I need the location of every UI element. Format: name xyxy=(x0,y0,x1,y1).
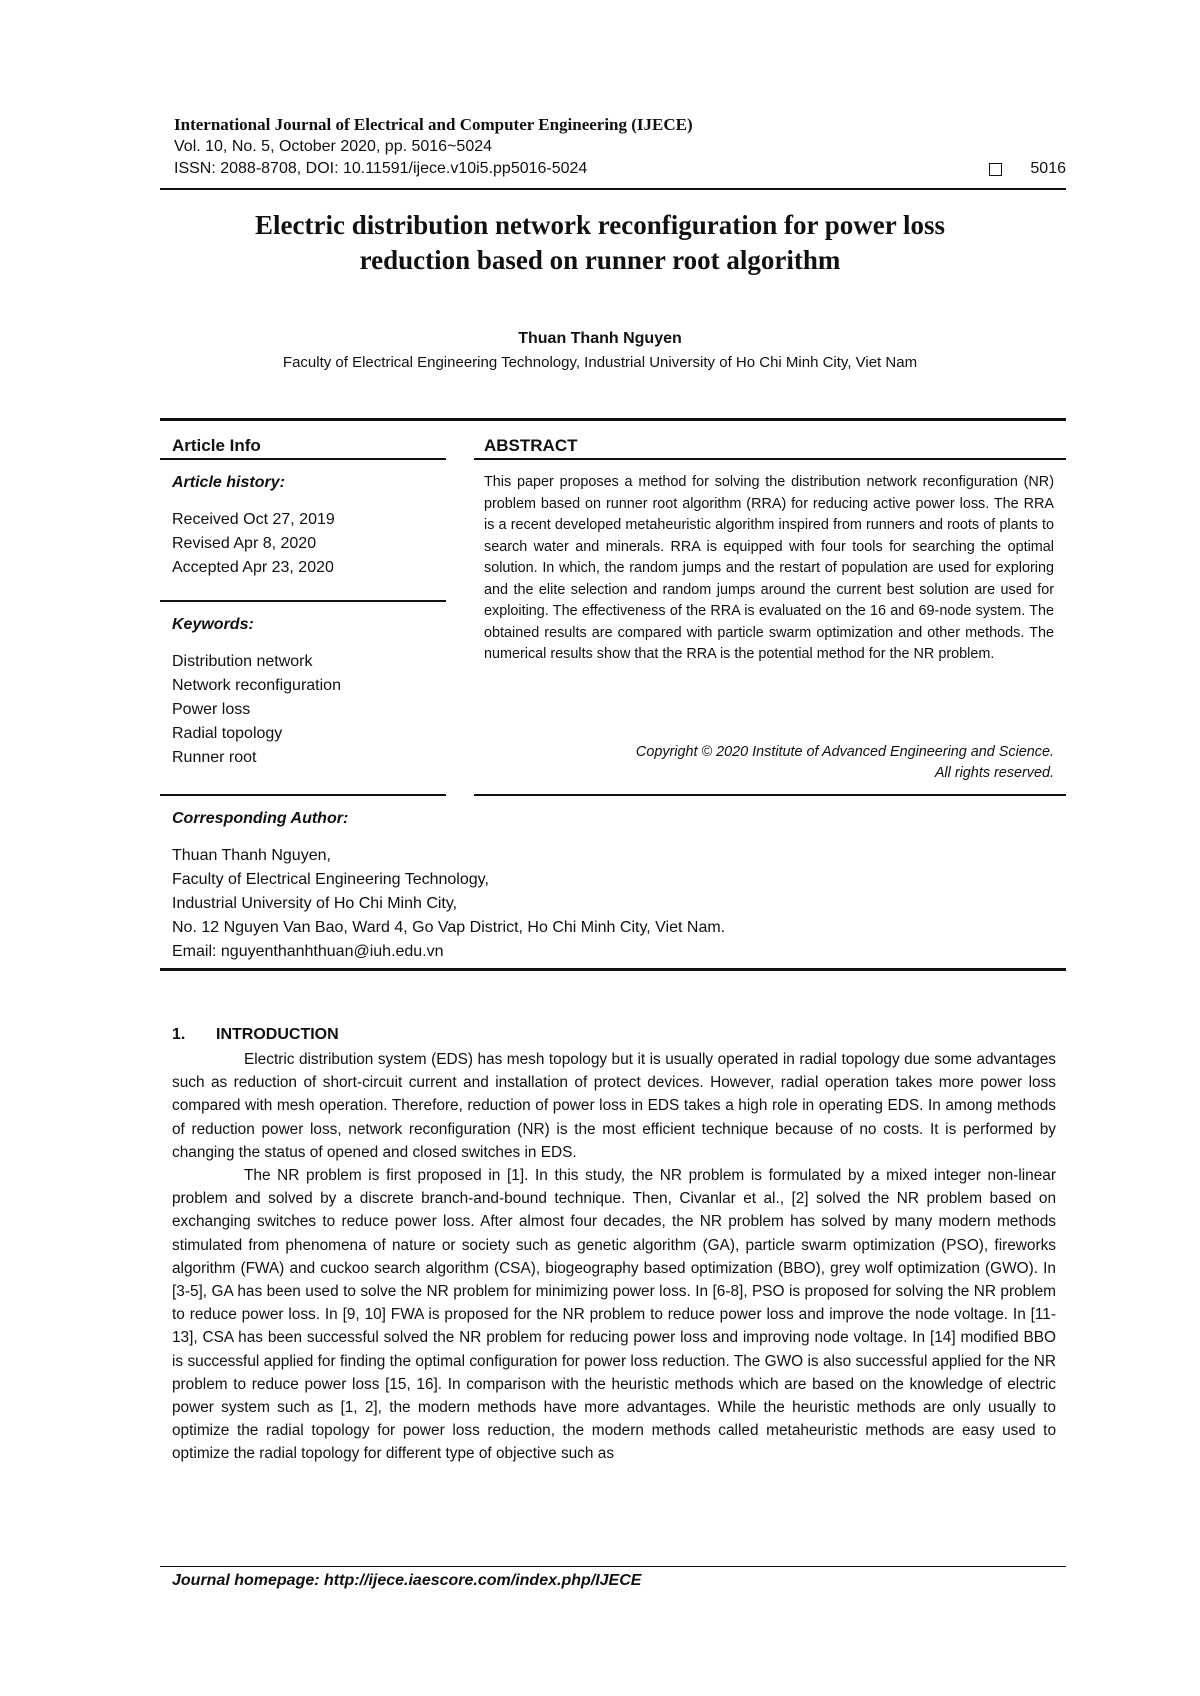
author-name: Thuan Thanh Nguyen xyxy=(518,330,682,347)
page-number-box xyxy=(989,160,1066,178)
title-line-2: reduction based on runner root algorithm xyxy=(359,245,841,275)
corresponding-rule xyxy=(160,968,1066,971)
corresponding-line: Faculty of Electrical Engineering Technology, xyxy=(172,871,489,888)
journal-homepage: Journal homepage: http://ijece.iaescore.com/index.php/IJECE xyxy=(172,1572,642,1589)
info-top-rule xyxy=(160,418,1066,421)
revised-date: Revised Apr 8, 2020 xyxy=(172,535,317,552)
accepted-date: Accepted Apr 23, 2020 xyxy=(172,559,334,576)
keyword: Distribution network xyxy=(172,653,313,670)
footer-rule xyxy=(160,1566,1066,1567)
info-head-rule xyxy=(160,458,446,460)
history-rule xyxy=(160,600,446,602)
corresponding-line: Industrial University of Ho Chi Minh City, xyxy=(172,895,458,912)
introduction-body xyxy=(172,1048,1056,1466)
title-line-1: Electric distribution network reconfiguration for power loss xyxy=(255,210,945,240)
section-title: INTRODUCTION xyxy=(216,1026,339,1043)
abstract-head-rule xyxy=(474,458,1066,460)
copyright xyxy=(484,742,1054,784)
copyright-line-1: Copyright © 2020 Institute of Advanced Engineering and Science. xyxy=(635,744,1054,760)
info-bottom-rule xyxy=(160,794,446,796)
paragraph: Electric distribution system (EDS) has mesh topology but it is usually operated in radial topology due some advantages such as reduction of short-circuit current and installation of protect devices. However, radial operation takes more power loss compared with mesh operation. Therefore, reduction of power loss in EDS takes a high role in operating EDS. In among methods of reduction power loss, network reconfiguration (NR) is the most efficient technique because of no costs. It is performed by changing the status of opened and closed switches in EDS. xyxy=(172,1051,1056,1161)
paragraph: The NR problem is first proposed in [1]. In this study, the NR problem is formulated by a mixed integer non-linear problem and solved by a discrete branch-and-bound technique. Then, Civanlar et al., [2] solved the NR problem based on exchanging switches to reduce power loss. After almost four decades, the NR problem has solved by many modern methods stimulated from phenomena of nature or society such as genetic algorithm (GA), particle swarm optimization (PSO), fireworks algorithm (FWA) and cuckoo search algorithm (CSA), biogeography based optimization (BBO), grey wolf optimization (GWO). In [3-5], GA has been used to solve the NR problem for minimizing power loss. In [6-8], PSO is proposed for solving the NR problem to reduce power loss. In [9, 10] FWA is proposed for the NR problem to reduce power loss and improve the node voltage. In [11-13], CSA has been successful solved the NR problem for reducing power loss and improving node voltage. In [14] modified BBO is successful applied for finding the optimal configuration for power loss reduction. The GWO is also successful applied for the NR problem to reduce power loss [15, 16]. In comparison with the heuristic methods which are based on the knowledge of electric power system such as [1, 2], the modern methods have more advantages. While the heuristic methods are only usually to optimize the radial topology for power loss reduction, the modern methods called metaheuristic methods are easy used to optimize the radial topology for different type of objective such as xyxy=(172,1167,1056,1463)
copyright-line-2: All rights reserved. xyxy=(934,765,1054,781)
author-affiliation: Faculty of Electrical Engineering Technology, Industrial University of Ho Chi Minh City, Viet Nam xyxy=(282,354,918,371)
keyword: Radial topology xyxy=(172,725,283,742)
history-label: Article history: xyxy=(172,474,285,491)
square-icon xyxy=(989,163,1002,176)
article-info-heading: Article Info xyxy=(172,436,261,455)
journal-name: International Journal of Electrical and Computer Engineering (IJECE) xyxy=(174,115,693,134)
header-rule xyxy=(160,188,1066,190)
corresponding-line: Thuan Thanh Nguyen, xyxy=(172,847,331,864)
journal-volume: Vol. 10, No. 5, October 2020, pp. 5016~5024 xyxy=(174,138,493,155)
keyword: Network reconfiguration xyxy=(172,677,341,694)
paper-title xyxy=(160,208,1040,278)
corresponding-details xyxy=(172,844,725,964)
article-history xyxy=(172,508,335,580)
corresponding-email: Email: nguyenthanhthuan@iuh.edu.vn xyxy=(172,943,444,960)
keyword: Runner root xyxy=(172,749,257,766)
section-heading xyxy=(172,1026,339,1044)
keyword: Power loss xyxy=(172,701,251,718)
page-number: 5016 xyxy=(1030,160,1066,177)
keywords-list xyxy=(172,650,341,770)
abstract-bottom-rule xyxy=(474,794,1066,796)
issn-row xyxy=(174,158,1066,180)
section-number: 1. xyxy=(172,1026,186,1043)
abstract-text: This paper proposes a method for solving the distribution network reconfiguration (NR) problem based on runner root algorithm (RRA) for reducing active power loss. The RRA is a recent developed metaheuristic algorithm inspired from runners and roots of plants to search water and minerals. RRA is equipped with four tools for searching the optimal solution. In which, the random jumps and the restart of population are used for exploring and the elite selection and random jumps around the current best solution are used for exploiting. The effectiveness of the RRA is evaluated on the 16 and 69-node system. The obtained results are compared with particle swarm optimization and other methods. The numerical results show that the RRA is the potential method for the NR problem. xyxy=(484,474,1054,662)
corresponding-line: No. 12 Nguyen Van Bao, Ward 4, Go Vap District, Ho Chi Minh City, Viet Nam. xyxy=(172,919,726,936)
journal-issn: ISSN: 2088-8708, DOI: 10.11591/ijece.v10i5.pp5016-5024 xyxy=(174,160,588,177)
abstract-heading: ABSTRACT xyxy=(484,436,578,455)
journal-header xyxy=(174,114,1066,180)
received-date: Received Oct 27, 2019 xyxy=(172,511,335,528)
corresponding-label: Corresponding Author: xyxy=(172,810,349,827)
keywords-label: Keywords: xyxy=(172,616,254,633)
